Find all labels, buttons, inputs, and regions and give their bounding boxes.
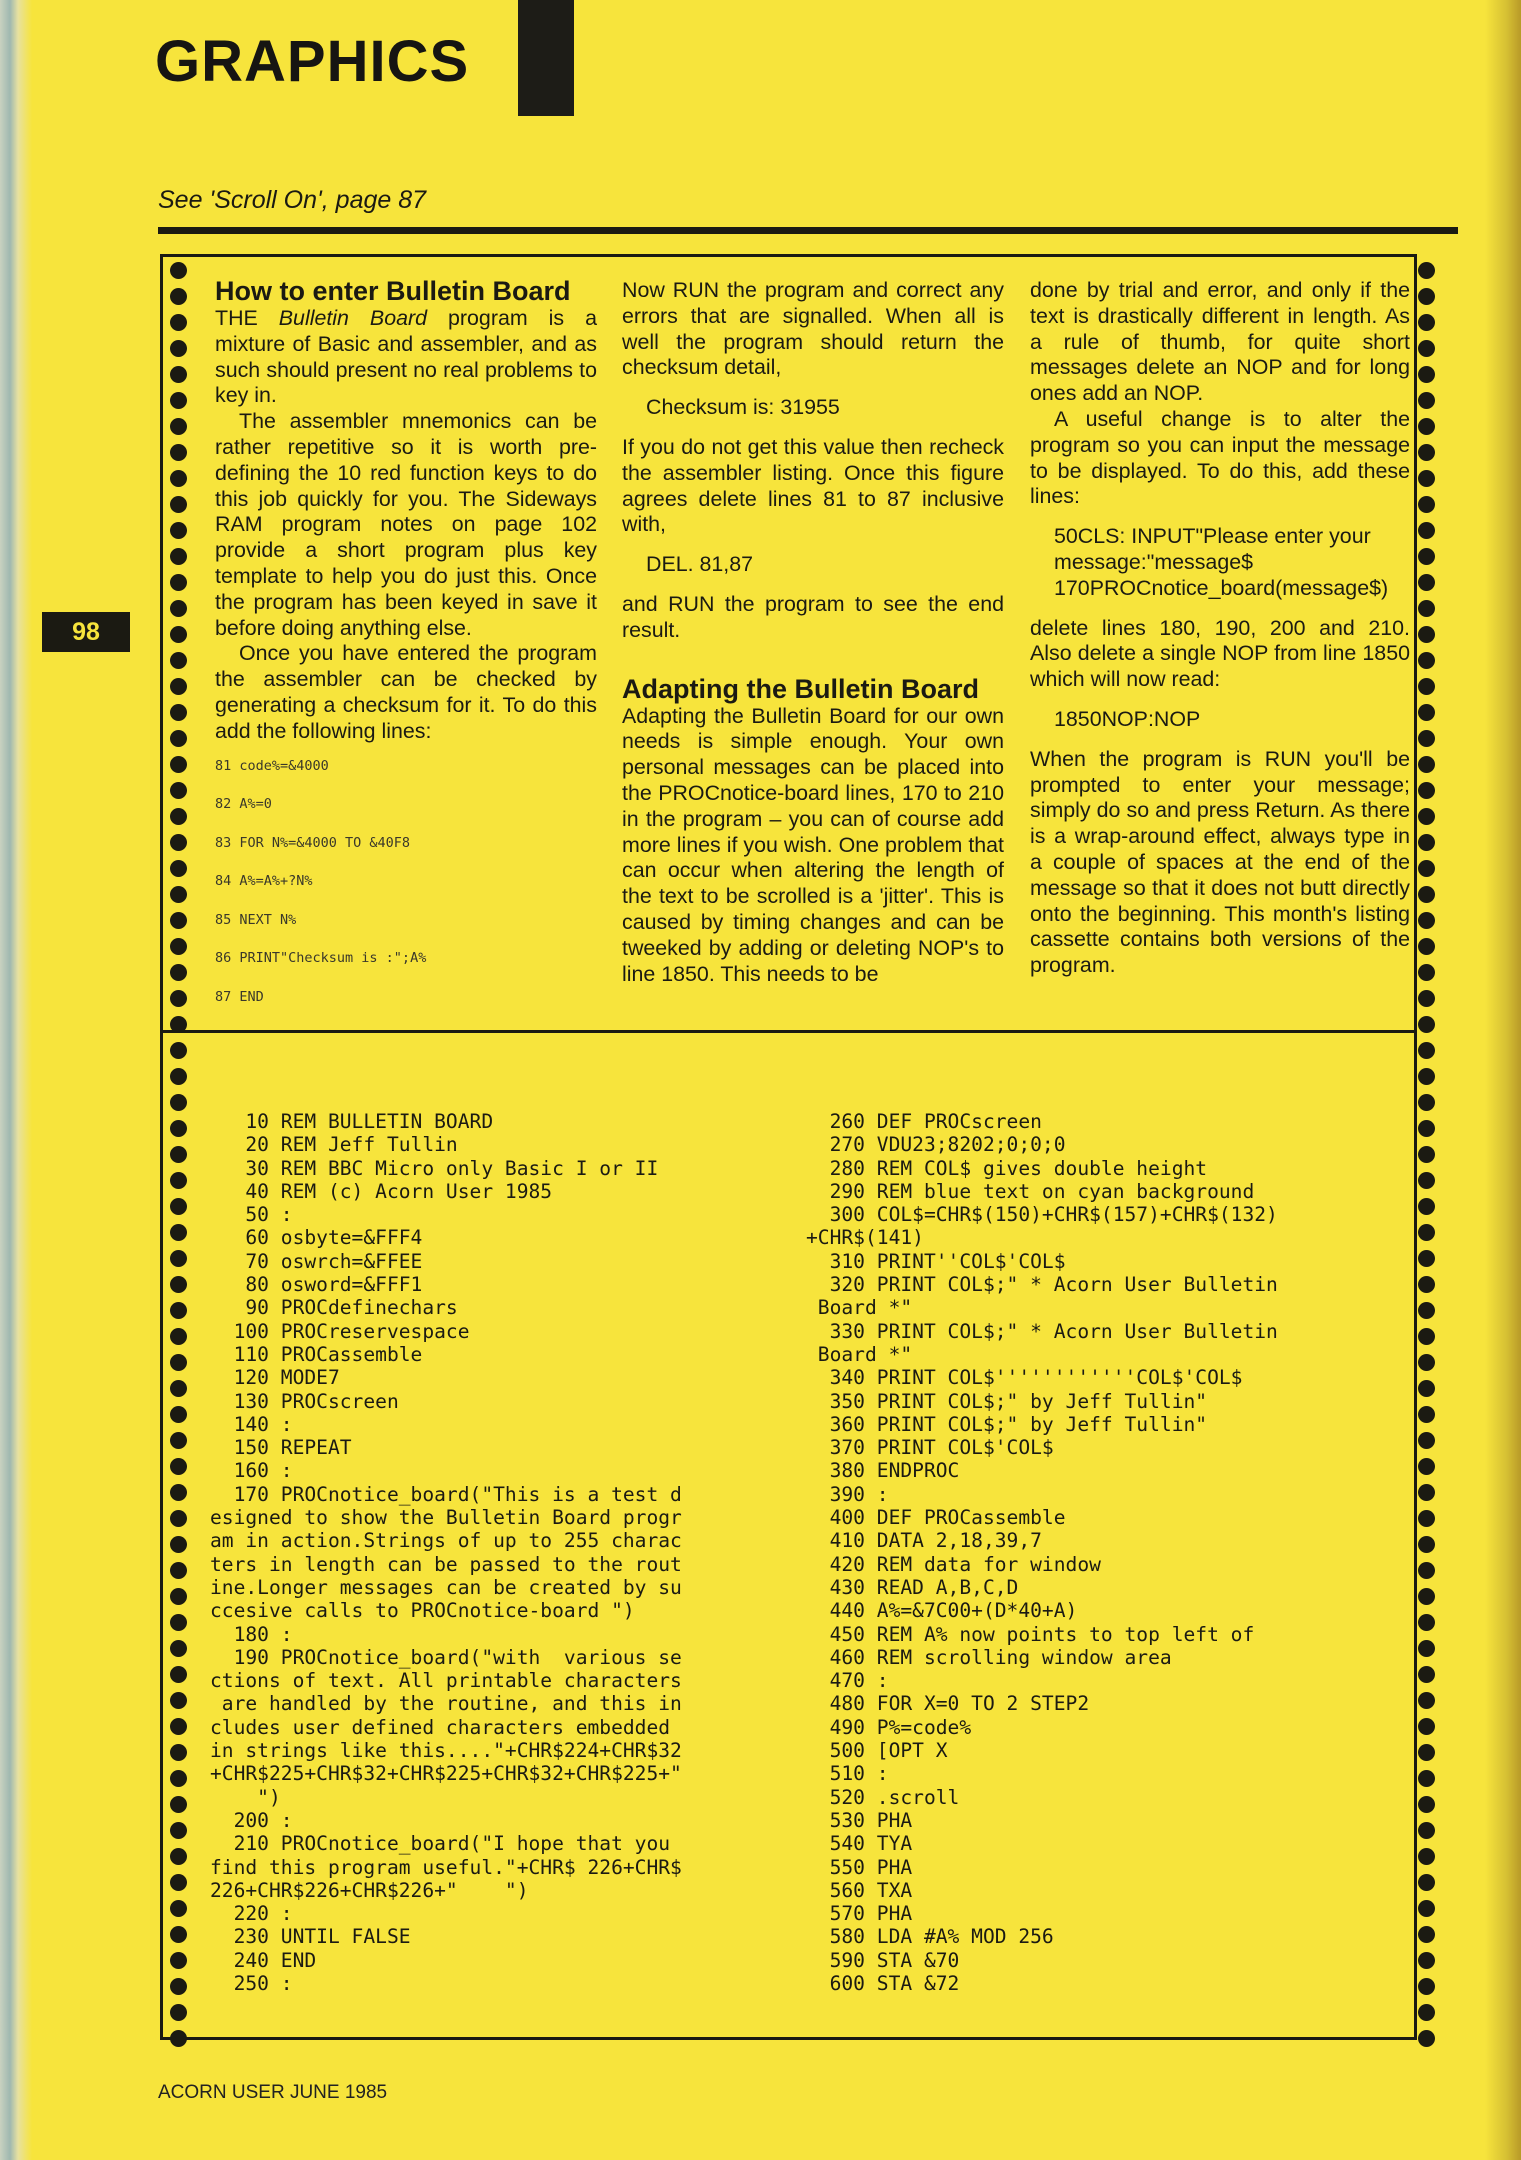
notice-code-line: 170PROCnotice_board(message$) bbox=[1054, 575, 1389, 600]
sprocket-hole bbox=[170, 1276, 187, 1293]
sprocket-hole bbox=[1418, 1666, 1435, 1683]
sprocket-hole bbox=[1418, 340, 1435, 357]
sprocket-hole bbox=[170, 626, 187, 643]
sprocket-hole bbox=[1418, 1640, 1435, 1657]
paragraph: done by trial and error, and only if the text is drastically different in length. As a rule of thumb, for quite short messages delete an NOP and for long ones add an NOP. bbox=[1030, 278, 1410, 406]
sprocket-hole bbox=[170, 574, 187, 591]
sprocket-hole bbox=[1418, 1614, 1435, 1631]
sprocket-hole bbox=[1418, 1146, 1435, 1163]
sprocket-hole bbox=[170, 1666, 187, 1683]
sprocket-hole bbox=[1418, 704, 1435, 721]
sprocket-hole bbox=[1418, 1042, 1435, 1059]
sprocket-hole bbox=[170, 522, 187, 539]
sprocket-hole bbox=[170, 392, 187, 409]
text-run: program is a mixture of Basic and assembler, and as such should present no real problems to key in. bbox=[215, 306, 597, 408]
sprocket-hole bbox=[170, 1718, 187, 1735]
sprocket-hole bbox=[1418, 548, 1435, 565]
sprocket-hole bbox=[170, 444, 187, 461]
nop-code-line: 1850NOP:NOP bbox=[1054, 706, 1201, 731]
sprocket-hole bbox=[1418, 678, 1435, 695]
paragraph: and RUN the program to see the end result. bbox=[622, 591, 1004, 642]
sprocket-hole bbox=[1418, 1978, 1435, 1995]
sprocket-hole bbox=[1418, 1406, 1435, 1423]
sprocket-hole bbox=[170, 1432, 187, 1449]
sprocket-hole bbox=[1418, 912, 1435, 929]
sprocket-hole bbox=[170, 1146, 187, 1163]
sprocket-hole bbox=[1418, 262, 1435, 279]
sprocket-hole bbox=[170, 366, 187, 383]
paragraph: If you do not get this value then recheck the assembler listing. Once this figure agrees delete lines 81 to 87 inclusive with, bbox=[622, 434, 1004, 537]
sprocket-hole bbox=[1418, 1926, 1435, 1943]
sprocket-hole bbox=[170, 1198, 187, 1215]
sprocket-hole bbox=[170, 1536, 187, 1553]
sprocket-hole bbox=[170, 1744, 187, 1761]
sprocket-hole bbox=[1418, 834, 1435, 851]
sprocket-hole bbox=[1418, 1900, 1435, 1917]
sprocket-hole bbox=[170, 1822, 187, 1839]
sprocket-hole bbox=[1418, 782, 1435, 799]
sprocket-hole bbox=[1418, 1874, 1435, 1891]
sprocket-hole bbox=[170, 782, 187, 799]
sprocket-hole bbox=[170, 1848, 187, 1865]
sprocket-hole bbox=[1418, 1380, 1435, 1397]
sprocket-hole bbox=[1418, 314, 1435, 331]
sprocket-hole bbox=[170, 652, 187, 669]
checksum-result: Checksum is: 31955 bbox=[646, 395, 840, 420]
sprocket-hole bbox=[170, 808, 187, 825]
sprocket-hole bbox=[170, 1978, 187, 1995]
sprocket-hole bbox=[1418, 1510, 1435, 1527]
heading-adapting: Adapting the Bulletin Board bbox=[622, 673, 979, 704]
sprocket-hole bbox=[1418, 1796, 1435, 1813]
paragraph: When the program is RUN you'll be prompted to enter your message; simply do so and press Return. As there is a wrap-around effect, always type in a couple of spaces at the end of the message so that it does not butt directly onto the beginning. This month's listing cassette contains both versions of the program. bbox=[1030, 746, 1410, 978]
sprocket-hole bbox=[170, 1458, 187, 1475]
sprocket-hole bbox=[1418, 1198, 1435, 1215]
sprocket-hole bbox=[1418, 1250, 1435, 1267]
sprocket-hole bbox=[170, 1094, 187, 1111]
sprocket-hole bbox=[170, 1172, 187, 1189]
sprocket-hole bbox=[1418, 1536, 1435, 1553]
sprocket-hole bbox=[1418, 1952, 1435, 1969]
page-footer: ACORN USER JUNE 1985 bbox=[158, 2082, 388, 2103]
delete-command: DEL. 81,87 bbox=[646, 552, 754, 577]
sprocket-hole bbox=[1418, 1848, 1435, 1865]
sprocket-hole bbox=[170, 990, 187, 1007]
sprocket-hole bbox=[170, 1042, 187, 1059]
paragraph: Adapting the Bulletin Board for our own needs is simple enough. Your own personal messages can be placed into the PROCnotice-board lines, 170 to 210 in the program – you can of course add more lines if you wish. One problem that can occur when altering the length of the text to be scrolled is a 'jitter'. This is caused by timing changes and can be tweeked by adding or deleting NOP's to line 1850. This needs to be bbox=[622, 703, 1004, 986]
sprocket-hole bbox=[170, 262, 187, 279]
sprocket-hole bbox=[1418, 1692, 1435, 1709]
sprocket-hole bbox=[1418, 808, 1435, 825]
sprocket-holes-left bbox=[170, 262, 190, 2038]
box-divider bbox=[160, 1030, 1417, 1033]
sprocket-hole bbox=[1418, 418, 1435, 435]
heading-how-to-enter: How to enter Bulletin Board bbox=[215, 276, 571, 306]
page-binding-edge bbox=[0, 0, 32, 2160]
sprocket-hole bbox=[1418, 626, 1435, 643]
sprocket-hole bbox=[1418, 860, 1435, 877]
sprocket-hole bbox=[1418, 1744, 1435, 1761]
text-run: THE bbox=[215, 306, 279, 330]
sprocket-hole bbox=[1418, 1588, 1435, 1605]
sprocket-hole bbox=[1418, 366, 1435, 383]
sprocket-hole bbox=[170, 288, 187, 305]
sprocket-hole bbox=[1418, 496, 1435, 513]
sprocket-hole bbox=[1418, 652, 1435, 669]
sprocket-holes-right bbox=[1418, 262, 1438, 2038]
sprocket-hole bbox=[1418, 522, 1435, 539]
sprocket-hole bbox=[170, 340, 187, 357]
sprocket-hole bbox=[1418, 1302, 1435, 1319]
sprocket-hole bbox=[1418, 1276, 1435, 1293]
sprocket-hole bbox=[170, 1770, 187, 1787]
sprocket-hole bbox=[1418, 1328, 1435, 1345]
sprocket-hole bbox=[170, 1068, 187, 1085]
sprocket-hole bbox=[170, 1874, 187, 1891]
sprocket-hole bbox=[170, 1614, 187, 1631]
page-number-tab: 98 bbox=[42, 612, 130, 652]
sprocket-hole bbox=[1418, 964, 1435, 981]
sprocket-hole bbox=[170, 2004, 187, 2021]
sprocket-hole bbox=[1418, 1016, 1435, 1033]
sprocket-hole bbox=[170, 600, 187, 617]
sprocket-hole bbox=[1418, 444, 1435, 461]
sprocket-hole bbox=[170, 548, 187, 565]
sprocket-hole bbox=[170, 1302, 187, 1319]
sprocket-hole bbox=[170, 1224, 187, 1241]
sprocket-hole bbox=[170, 756, 187, 773]
section-title: GRAPHICS bbox=[155, 29, 470, 94]
sprocket-hole bbox=[170, 1692, 187, 1709]
sprocket-hole bbox=[1418, 1120, 1435, 1137]
sprocket-hole bbox=[170, 730, 187, 747]
sprocket-hole bbox=[170, 1900, 187, 1917]
sprocket-hole bbox=[170, 938, 187, 955]
article-column-2 bbox=[622, 278, 1004, 987]
sprocket-hole bbox=[1418, 1822, 1435, 1839]
article-column-3 bbox=[1030, 278, 1410, 979]
sprocket-hole bbox=[170, 1588, 187, 1605]
sprocket-hole bbox=[170, 418, 187, 435]
page-outer-edge bbox=[1485, 0, 1521, 2160]
sprocket-hole bbox=[170, 678, 187, 695]
sprocket-hole bbox=[1418, 2004, 1435, 2021]
sprocket-hole bbox=[1418, 288, 1435, 305]
sprocket-hole bbox=[170, 1328, 187, 1345]
sprocket-hole bbox=[1418, 1770, 1435, 1787]
sprocket-hole bbox=[1418, 990, 1435, 1007]
sprocket-hole bbox=[1418, 1432, 1435, 1449]
article-column-1 bbox=[215, 276, 597, 1016]
sprocket-hole bbox=[170, 1120, 187, 1137]
paragraph: delete lines 180, 190, 200 and 210. Also delete a single NOP from line 1850 which will now read: bbox=[1030, 615, 1410, 692]
paragraph bbox=[215, 306, 597, 409]
sprocket-hole bbox=[1418, 1458, 1435, 1475]
sprocket-hole bbox=[170, 314, 187, 331]
sprocket-hole bbox=[170, 1640, 187, 1657]
sprocket-hole bbox=[1418, 574, 1435, 591]
sprocket-hole bbox=[170, 912, 187, 929]
sprocket-hole bbox=[1418, 730, 1435, 747]
sprocket-hole bbox=[170, 1380, 187, 1397]
sprocket-hole bbox=[1418, 938, 1435, 955]
paragraph: A useful change is to alter the program so you can input the message to be displayed. To do this, add these lines: bbox=[1030, 406, 1410, 509]
basic-listing-right: 260 DEF PROCscreen 270 VDU23;8202;0;0;0 280 REM COL$ gives double height 290 REM blue text on cyan background 300 COL$=CHR$(150)+CHR$(157)+CHR$(132) +CHR$(141) 310 PRINT''COL$'COL$ 320 PRINT COL$;" * Acorn User Bulletin Board *" 330 PRINT COL$;" * Acorn User Bulletin Board *" 340 PRINT COL$''''''''''''COL$'COL$ 350 PRINT COL$;" by Jeff Tullin" 360 PRINT COL$;" by Jeff Tullin" 370 PRINT COL$'COL$ 380 ENDPROC 390 : 400 DEF PROCassemble 410 DATA 2,18,39,7 420 REM data for window 430 READ A,B,C,D 440 A%=&7C00+(D*40+A) 450 REM A% now points to top left of 460 REM scrolling window area 470 : 480 FOR X=0 TO 2 STEP2 490 P%=code% 500 [OPT X 510 : 520 .scroll 530 PHA 540 TYA 550 PHA 560 TXA 570 PHA 580 LDA #A% MOD 256 590 STA &70 600 STA &72 bbox=[806, 1110, 1278, 1995]
basic-listing-left: 10 REM BULLETIN BOARD 20 REM Jeff Tullin 30 REM BBC Micro only Basic I or II 40 REM (c) Acorn User 1985 50 : 60 osbyte=&FFF4 70 oswrch=&FFEE 80 osword=&FFF1 90 PROCdefinechars 100 PROCreservespace 110 PROCassemble 120 MODE7 130 PROCscreen 140 : 150 REPEAT 160 : 170 PROCnotice_board("This is a test d esigned to show the Bulletin Board progr am in action.Strings of up to 255 charac ters in length can be passed to the rout ine.Longer messages can be created by su ccesive calls to PROCnotice-board ") 180 : 190 PROCnotice_board("with various se ctions of text. All printable characters are handled by the routine, and this in cludes user defined characters embedded in strings like this...."+CHR$224+CHR$32 +CHR$225+CHR$32+CHR$225+CHR$32+CHR$225+" ") 200 : 210 PROCnotice_board("I hope that you find this program useful."+CHR$ 226+CHR$ 226+CHR$226+CHR$226+" ") 220 : 230 UNTIL FALSE 240 END 250 : bbox=[210, 1110, 682, 1995]
sprocket-hole bbox=[1418, 756, 1435, 773]
sprocket-hole bbox=[170, 1250, 187, 1267]
sprocket-hole bbox=[1418, 1484, 1435, 1501]
sprocket-hole bbox=[170, 1406, 187, 1423]
sprocket-hole bbox=[1418, 1068, 1435, 1085]
paragraph: Once you have entered the program the assembler can be checked by generating a checksum for it. To do this add the following lines: bbox=[215, 641, 597, 743]
sprocket-hole bbox=[170, 496, 187, 513]
sprocket-hole bbox=[1418, 392, 1435, 409]
sprocket-hole bbox=[170, 2030, 187, 2047]
paragraph: The assembler mnemonics can be rather repetitive so it is worth pre-defining the 10 red function keys to do this job quickly for you. The Sideways RAM program notes on page 102 provide a short program plus key template to help you do just this. Once the program has been keyed in save it before doing anything else. bbox=[215, 409, 597, 640]
sprocket-hole bbox=[1418, 1172, 1435, 1189]
sprocket-hole bbox=[170, 860, 187, 877]
sprocket-hole bbox=[170, 1510, 187, 1527]
program-name: Bulletin Board bbox=[278, 306, 428, 330]
sprocket-hole bbox=[170, 964, 187, 981]
sprocket-hole bbox=[170, 1796, 187, 1813]
sprocket-hole bbox=[170, 1926, 187, 1943]
checksum-code-listing: 81 code%=&4000 82 A%=0 83 FOR N%=&4000 TO &40F8 84 A%=A%+?N% 85 NEXT N% 86 PRINT"Checksum is :";A% 87 END bbox=[215, 757, 427, 1005]
sprocket-hole bbox=[1418, 1354, 1435, 1371]
sprocket-hole bbox=[1418, 2030, 1435, 2047]
sprocket-hole bbox=[1418, 886, 1435, 903]
sprocket-hole bbox=[170, 1354, 187, 1371]
sprocket-hole bbox=[1418, 470, 1435, 487]
header-rule bbox=[158, 227, 1458, 234]
input-code-line: 50CLS: INPUT"Please enter your message:"message$ bbox=[1054, 524, 1371, 574]
sprocket-hole bbox=[1418, 1224, 1435, 1241]
cross-reference: See 'Scroll On', page 87 bbox=[158, 186, 427, 214]
sprocket-hole bbox=[170, 834, 187, 851]
paragraph: Now RUN the program and correct any errors that are signalled. When all is well the program should return the checksum detail, bbox=[622, 278, 1004, 380]
sprocket-hole bbox=[170, 1952, 187, 1969]
sprocket-hole bbox=[1418, 1094, 1435, 1111]
sprocket-hole bbox=[170, 470, 187, 487]
sprocket-hole bbox=[170, 1484, 187, 1501]
sprocket-hole bbox=[1418, 600, 1435, 617]
section-title-bar bbox=[518, 0, 574, 116]
sprocket-hole bbox=[170, 886, 187, 903]
sprocket-hole bbox=[170, 1562, 187, 1579]
sprocket-hole bbox=[1418, 1562, 1435, 1579]
sprocket-hole bbox=[170, 704, 187, 721]
sprocket-hole bbox=[170, 1016, 187, 1033]
sprocket-hole bbox=[1418, 1718, 1435, 1735]
